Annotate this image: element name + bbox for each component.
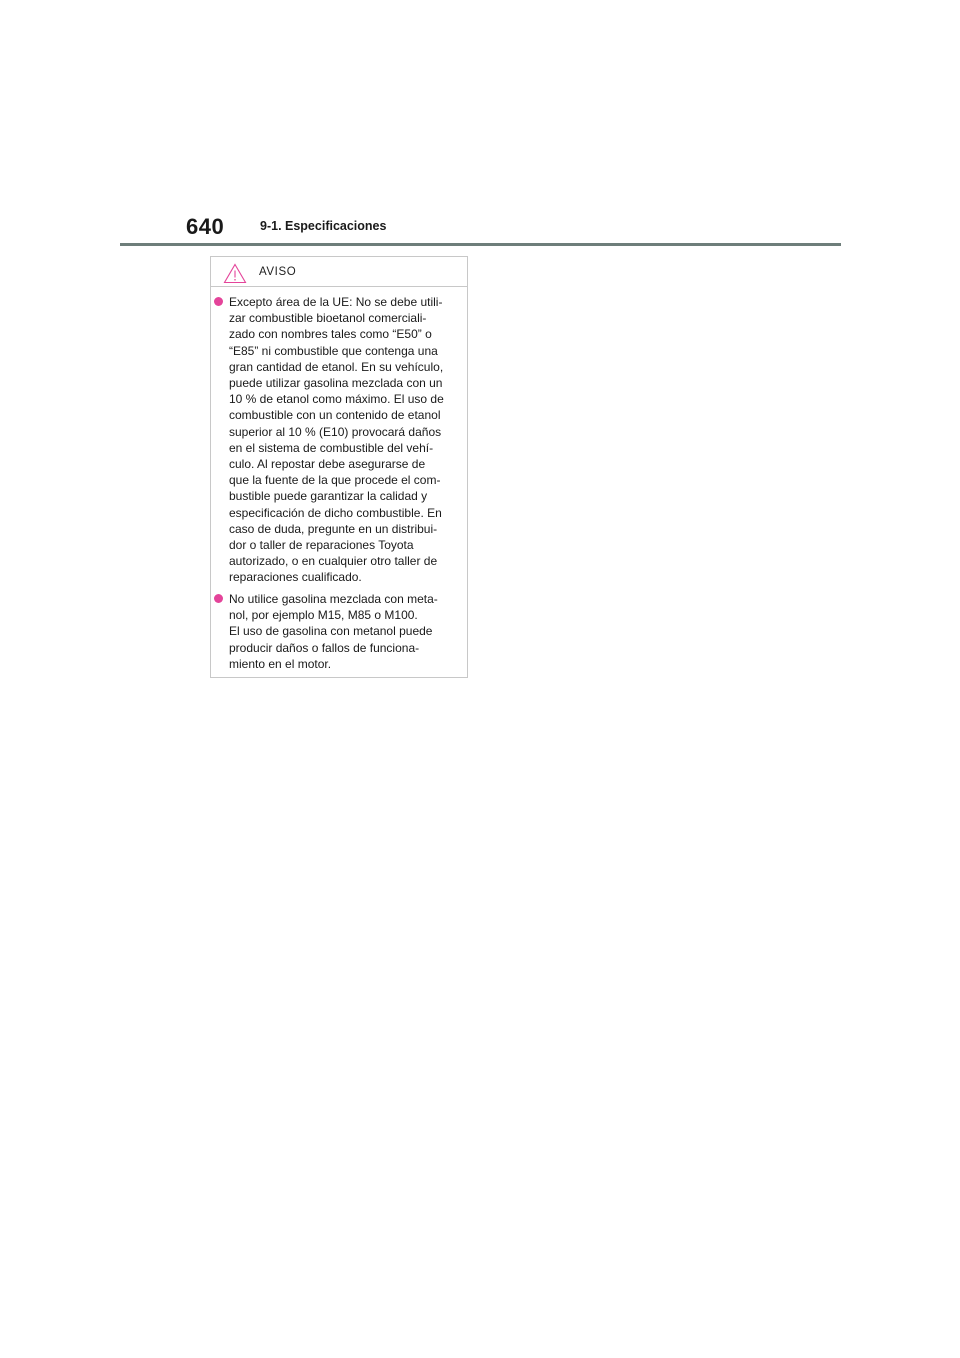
text-line: 10 % de etanol como máximo. El uso de <box>229 392 444 407</box>
text-line: zado con nombres tales como “E50” o <box>229 327 432 342</box>
text-line: miento en el motor. <box>229 656 332 671</box>
text-line: en el sistema de combustible del vehí- <box>229 440 434 455</box>
bullet-text <box>229 294 465 586</box>
notice-box <box>210 256 468 678</box>
text-line: No utilice gasolina mezclada con meta- <box>229 592 438 606</box>
notice-header <box>211 257 467 287</box>
notice-label: AVISO <box>259 266 297 278</box>
text-line: bustible puede garantizar la calidad y <box>229 489 428 504</box>
text-line: caso de duda, pregunte en un distribui- <box>229 521 438 536</box>
header-rule <box>120 243 841 246</box>
text-line: combustible con un contenido de etanol <box>229 408 441 423</box>
text-line: “E85” ni combustible que contenga una <box>229 343 438 358</box>
text-line: producir daños o fallos de funciona- <box>229 640 420 655</box>
text-line: superior al 10 % (E10) provocará daños <box>229 424 442 439</box>
text-line: puede utilizar gasolina mezclada con un <box>229 376 443 391</box>
warning-triangle-icon <box>223 263 247 284</box>
text-line: especificación de dicho combustible. En <box>229 505 442 520</box>
bullet-dot <box>214 297 223 306</box>
text-line: culo. Al repostar debe asegurarse de <box>229 457 426 472</box>
text-line: gran cantidad de etanol. En su vehículo, <box>229 359 444 374</box>
text-line: El uso de gasolina con metanol puede <box>229 624 433 639</box>
text-line: autorizado, o en cualquier otro taller de <box>229 554 438 569</box>
text-line: dor o taller de reparaciones Toyota <box>229 538 414 553</box>
section-title: 9-1. Especificaciones <box>260 219 387 233</box>
bullet-dot <box>214 594 223 603</box>
bullet-text <box>229 591 465 672</box>
page-number: 640 <box>186 214 225 239</box>
text-line: Excepto área de la UE: No se debe utili- <box>229 295 443 309</box>
text-line: que la fuente de la que procede el com- <box>229 473 441 488</box>
text-line: zar combustible bioetanol comerciali- <box>229 311 427 326</box>
text-line: nol, por ejemplo M15, M85 o M100. <box>229 608 418 623</box>
text-line: reparaciones cualificado. <box>229 570 362 585</box>
